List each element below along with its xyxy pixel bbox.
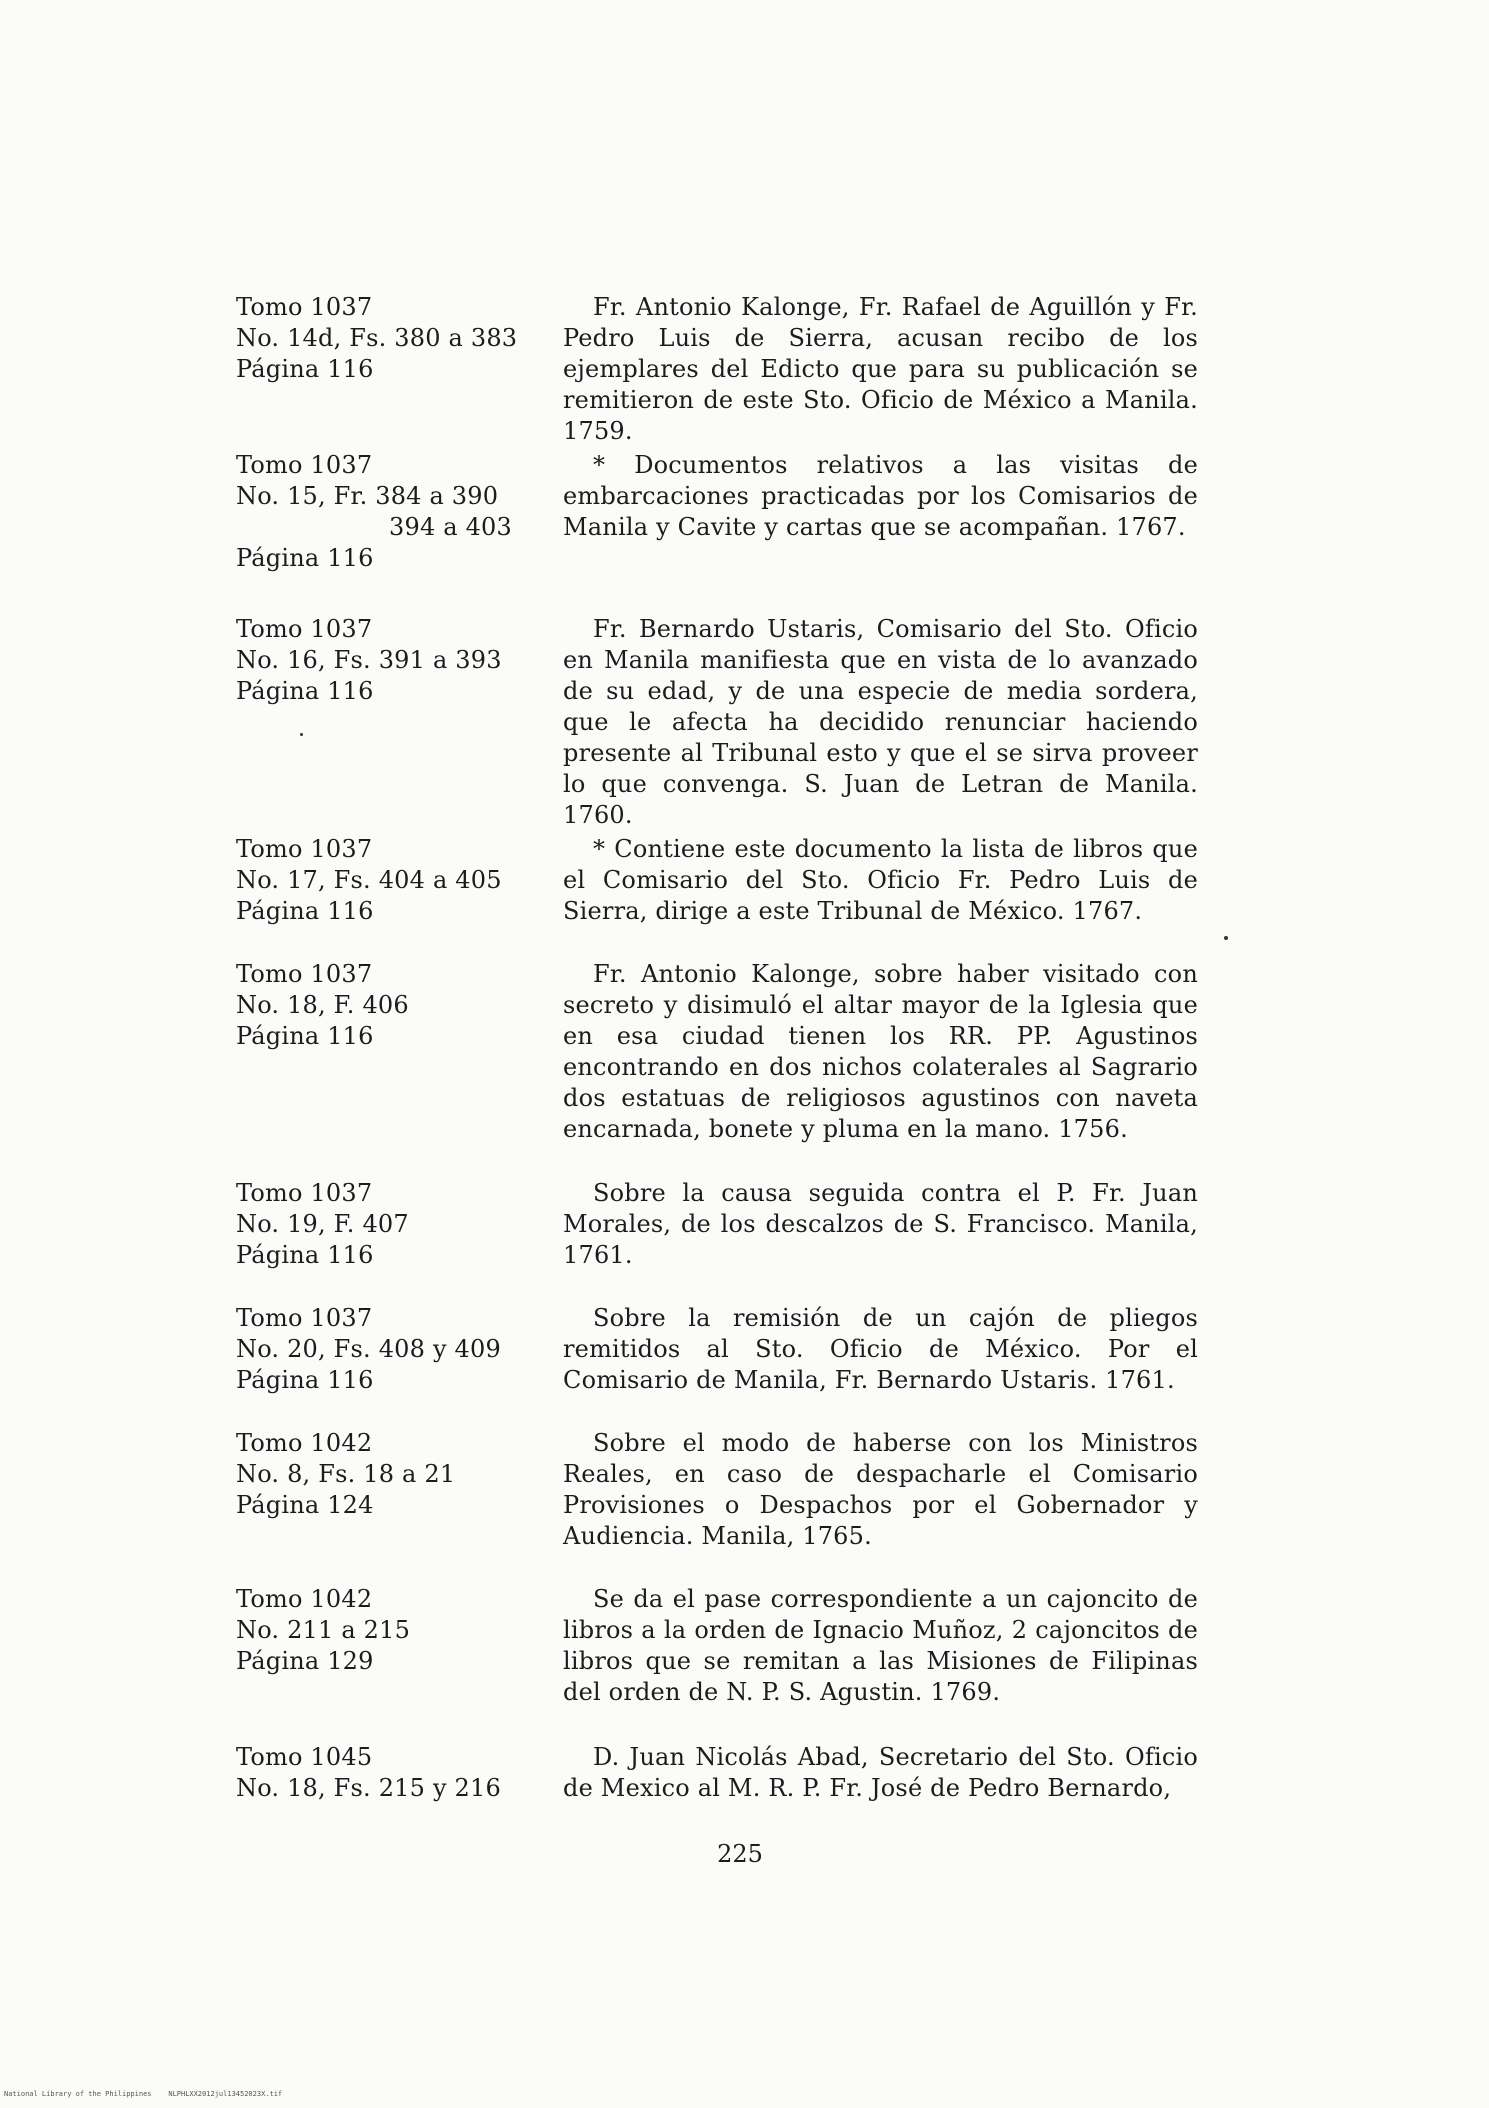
entry-reference <box>236 1428 536 1521</box>
folio-line: No. 14d, Fs. 380 a 383 <box>236 324 518 352</box>
entry-description: Sobre la causa seguida contra el P. Fr. Juan Morales, de los descalzos de S. Francisco. Manila, 1761. <box>563 1179 1198 1269</box>
folio-line: No. 17, Fs. 404 a 405 <box>236 866 502 894</box>
tomo-line: Tomo 1042 <box>236 1429 373 1457</box>
pagina-line: Página 116 <box>236 1241 374 1269</box>
scan-footer: National Library of the Philippines NLPHLXX2012jul13452023X.tif <box>4 2090 283 2098</box>
entry-description: Sobre el modo de haberse con los Ministros Reales, en caso de despacharle el Comisario Provisiones o Despachos por el Gobernador y Audiencia. Manila, 1765. <box>563 1429 1198 1550</box>
pagina-line: Página 116 <box>236 355 374 383</box>
tomo-line: Tomo 1037 <box>236 615 373 643</box>
folio-line: No. 18, Fs. 215 y 216 <box>236 1774 501 1802</box>
folio-line-continued: 394 a 403 <box>389 513 512 541</box>
scan-speck <box>1224 936 1228 940</box>
folio-line: No. 8, Fs. 18 a 21 <box>236 1460 456 1488</box>
entry-description: Fr. Antonio Kalonge, sobre haber visitado con secreto y disimuló el altar mayor de la Iglesia que en esa ciudad tienen los RR. PP. Agustinos encontrando en dos nichos colaterales al Sagrario dos estatuas de religiosos agustinos con naveta encarnada, bonete y pluma en la mano. 1756. <box>563 960 1198 1143</box>
entry-description: * Contiene este documento la lista de libros que el Comisario del Sto. Oficio Fr. Pedro Luis de Sierra, dirige a este Tribunal de México. 1767. <box>563 835 1198 925</box>
pagina-line: Página 124 <box>236 1491 374 1519</box>
folio-line: No. 15, Fr. 384 a 390 <box>236 482 499 510</box>
page-number: 225 <box>717 1840 763 1868</box>
entry-reference <box>236 614 536 707</box>
folio-line: No. 18, F. 406 <box>236 991 409 1019</box>
pagina-line: Página 116 <box>236 1366 374 1394</box>
entry-description: D. Juan Nicolás Abad, Secretario del Sto. Oficio de Mexico al M. R. P. Fr. José de Pedro Bernardo, <box>563 1743 1198 1802</box>
pagina-line: Página 116 <box>236 1022 374 1050</box>
entry-reference <box>236 1742 536 1804</box>
entry-reference <box>236 834 536 927</box>
entry-description: * Documentos relativos a las visitas de embarcaciones practicadas por los Comisarios de Manila y Cavite y cartas que se acompañan. 1767. <box>563 451 1198 541</box>
entry-reference <box>236 1178 536 1271</box>
entry-reference <box>236 450 536 574</box>
folio-line: No. 19, F. 407 <box>236 1210 409 1238</box>
tomo-line: Tomo 1037 <box>236 1179 373 1207</box>
tomo-line: Tomo 1045 <box>236 1743 373 1771</box>
scan-speck <box>300 733 303 736</box>
entry-reference <box>236 959 536 1052</box>
entry-description: Se da el pase correspondiente a un cajoncito de libros a la orden de Ignacio Muñoz, 2 cajoncitos de libros que se remitan a las Misiones de Filipinas del orden de N. P. S. Agustin. 1769. <box>563 1585 1198 1706</box>
tomo-line: Tomo 1037 <box>236 1304 373 1332</box>
tomo-line: Tomo 1042 <box>236 1585 373 1613</box>
folio-line: No. 211 a 215 <box>236 1616 411 1644</box>
tomo-line: Tomo 1037 <box>236 835 373 863</box>
entry-reference <box>236 1303 536 1396</box>
entry-description: Sobre la remisión de un cajón de pliegos remitidos al Sto. Oficio de México. Por el Comisario de Manila, Fr. Bernardo Ustaris. 1761. <box>563 1304 1198 1394</box>
pagina-line: Página 116 <box>236 677 374 705</box>
tomo-line: Tomo 1037 <box>236 451 373 479</box>
tomo-line: Tomo 1037 <box>236 293 373 321</box>
entry-reference <box>236 292 536 385</box>
tomo-line: Tomo 1037 <box>236 960 373 988</box>
folio-line: No. 20, Fs. 408 y 409 <box>236 1335 501 1363</box>
entry-reference <box>236 1584 536 1677</box>
entry-description: Fr. Bernardo Ustaris, Comisario del Sto. Oficio en Manila manifiesta que en vista de lo avanzado de su edad, y de una especie de media sordera, que le afecta ha decidido renunciar haciendo presente al Tribunal esto y que el se sirva proveer lo que convenga. S. Juan de Letran de Manila. 1760. <box>563 615 1198 829</box>
folio-line: No. 16, Fs. 391 a 393 <box>236 646 502 674</box>
pagina-line: Página 116 <box>236 897 374 925</box>
entry-description: Fr. Antonio Kalonge, Fr. Rafael de Aguillón y Fr. Pedro Luis de Sierra, acusan recibo de los ejemplares del Edicto que para su publicación se remitieron de este Sto. Oficio de México a Manila. 1759. <box>563 293 1198 445</box>
pagina-line: Página 116 <box>236 544 374 572</box>
pagina-line: Página 129 <box>236 1647 374 1675</box>
